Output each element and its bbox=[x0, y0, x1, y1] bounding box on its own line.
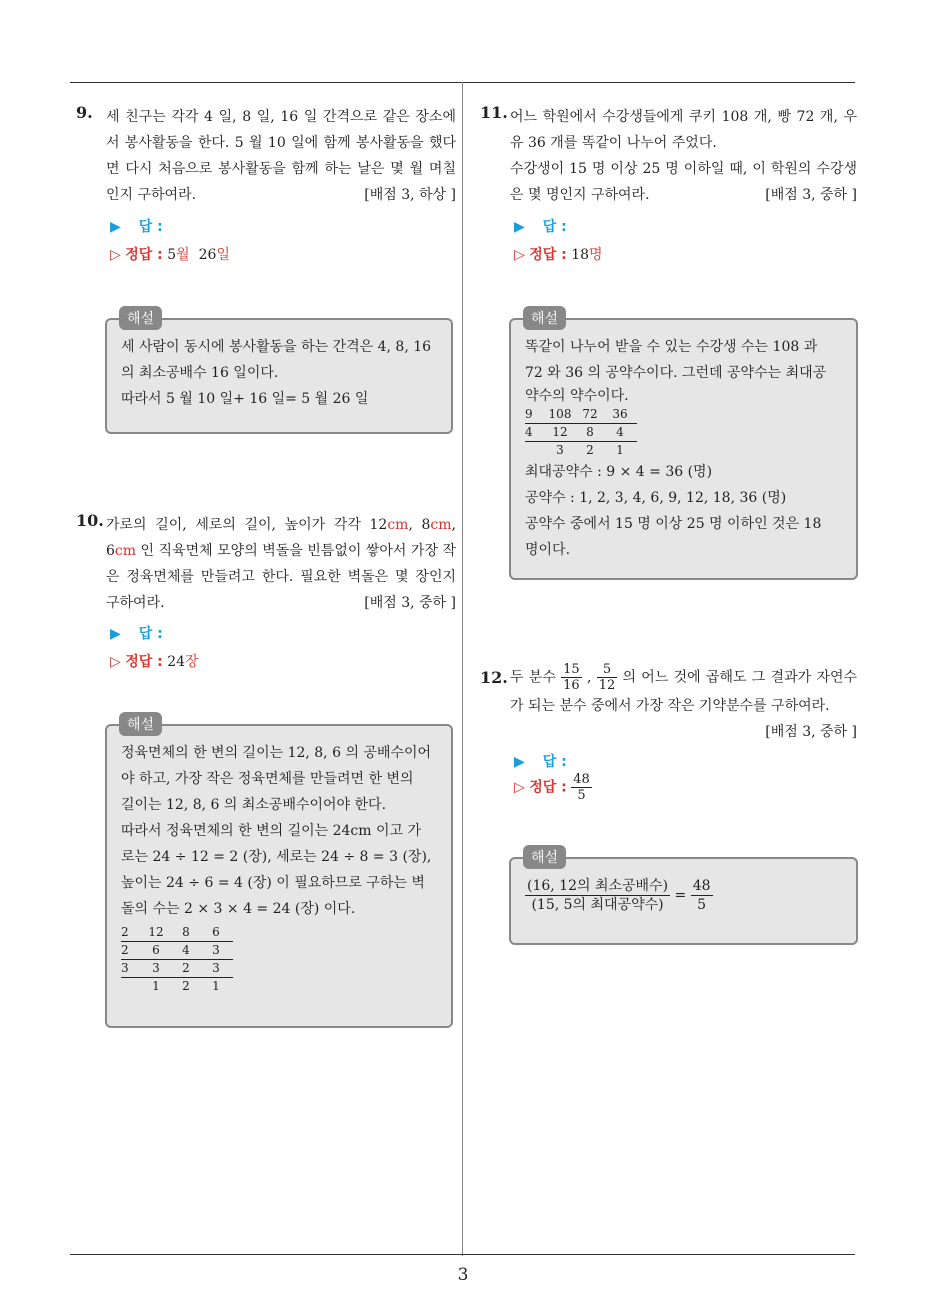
answer-label: 답 : bbox=[542, 754, 567, 770]
correct-label: 정답 : bbox=[125, 654, 163, 670]
unit-cm: cm bbox=[430, 517, 452, 533]
answer-line bbox=[110, 216, 163, 236]
question-12 bbox=[480, 662, 858, 745]
division-cell: 8 bbox=[586, 425, 594, 439]
explanation-box bbox=[105, 717, 453, 1028]
division-cell: 1 bbox=[152, 979, 160, 993]
question-text: 어느 학원에서 수강생들에게 쿠키 108 개, 빵 72 개, 우유 36 개를 똑같이 나누어 주었다. bbox=[510, 109, 857, 151]
score-label: [배점 3, 하상 ] bbox=[364, 187, 456, 203]
fraction-numerator: (16, 12의 최소공배수) bbox=[527, 878, 669, 894]
answer-unit: 월 bbox=[176, 247, 190, 263]
divisor bbox=[525, 442, 545, 459]
division-cell: 12 bbox=[552, 425, 568, 439]
question-number: 9. bbox=[76, 103, 93, 122]
division-cell: 36 bbox=[612, 407, 628, 421]
explanation-line: 세 사람이 동시에 봉사활동을 하는 간격은 4, 8, 16 bbox=[121, 339, 432, 355]
play-triangle-icon: ▶ bbox=[110, 626, 121, 642]
text-fragment: 가로의 길이, 세로의 길이, 높이가 각각 12 bbox=[106, 517, 388, 533]
answer-line bbox=[110, 623, 163, 643]
question-text: 두 분수 $\frac{15}{16}$ , $\frac{5}{12}$ 의 어느 것에 곱해도 그 결과가 자연수가 되는 분수 중에서 가장 작은 기약분수를 구하여라. bbox=[510, 662, 858, 714]
correct-answer-line bbox=[514, 772, 592, 803]
text-fragment: , 8 bbox=[408, 517, 431, 533]
divisor: 3 bbox=[121, 961, 129, 975]
explanation-line: 명이다. bbox=[525, 542, 571, 558]
explanation-box bbox=[105, 311, 453, 434]
page-number: 3 bbox=[457, 1265, 469, 1285]
explanation-line: 약수의 약수이다. bbox=[525, 388, 629, 404]
footer-rule bbox=[70, 1254, 855, 1255]
score-label: [배점 3, 중하 ] bbox=[364, 595, 456, 611]
division-cell: 2 bbox=[182, 961, 190, 975]
answer-line bbox=[514, 216, 567, 236]
explanation-fraction bbox=[525, 877, 670, 914]
division-row bbox=[121, 960, 233, 978]
division-row bbox=[121, 978, 439, 995]
division-row bbox=[525, 442, 844, 459]
explanation-line: 따라서 5 월 10 일+ 16 일= 5 월 26 일 bbox=[121, 391, 369, 407]
question-number: 11. bbox=[480, 103, 508, 122]
division-cell: 108 bbox=[548, 407, 572, 421]
play-triangle-icon: ▶ bbox=[514, 219, 525, 235]
column-divider bbox=[462, 82, 463, 1256]
explanation-line: 돌의 수는 2 × 3 × 4 = 24 (장) 이다. bbox=[121, 901, 356, 917]
division-cell: 6 bbox=[152, 943, 160, 957]
equals-sign: = bbox=[674, 887, 687, 904]
explanation-box bbox=[509, 850, 858, 945]
explanation-line: 최대공약수 : 9 × 4 = 36 (명) bbox=[525, 464, 713, 480]
fraction-denominator: 12 bbox=[598, 678, 616, 693]
division-row bbox=[525, 406, 637, 424]
fraction-denominator: (15, 5의 최대공약수) bbox=[531, 897, 664, 913]
divisor: 2 bbox=[121, 943, 129, 957]
explanation-tag: 해설 bbox=[523, 845, 566, 869]
play-triangle-icon: ▶ bbox=[514, 754, 525, 770]
division-cell: 3 bbox=[556, 443, 564, 457]
play-triangle-icon: ▶ bbox=[110, 219, 121, 235]
division-cell: 2 bbox=[586, 443, 594, 457]
division-cell: 2 bbox=[182, 979, 190, 993]
division-row bbox=[121, 924, 233, 942]
fraction-numerator: 48 bbox=[573, 772, 590, 787]
explanation-tag: 해설 bbox=[523, 306, 566, 330]
explanation-line: 똑같이 나누어 받을 수 있는 수강생 수는 108 과 bbox=[525, 339, 818, 355]
explanation-line: 의 최소공배수 16 일이다. bbox=[121, 365, 279, 381]
division-cell: 1 bbox=[616, 443, 624, 457]
outline-triangle-icon: ▷ bbox=[110, 247, 121, 263]
outline-triangle-icon: ▷ bbox=[514, 779, 525, 796]
answer-unit: 일 bbox=[216, 247, 230, 263]
answer-fraction bbox=[571, 772, 592, 803]
division-cell: 3 bbox=[152, 961, 160, 975]
division-cell: 1 bbox=[212, 979, 220, 993]
text-fragment: 의 어느 것에 곱해도 그 결과가 자연수가 되는 분수 중에서 가장 작은 기약분수를 구하여라. bbox=[510, 669, 858, 714]
outline-triangle-icon: ▷ bbox=[514, 247, 525, 263]
explanation-line: 공약수 중에서 15 명 이상 25 명 이하인 것은 18 bbox=[525, 516, 822, 532]
division-cell: 6 bbox=[212, 925, 220, 939]
explanation-line: 공약수 : 1, 2, 3, 4, 6, 9, 12, 18, 36 (명) bbox=[525, 490, 787, 506]
explanation-tag: 해설 bbox=[119, 306, 162, 330]
division-cell: 72 bbox=[582, 407, 598, 421]
division-cell: 12 bbox=[148, 925, 164, 939]
fraction bbox=[561, 662, 582, 693]
question-text: 수강생이 15 명 이상 25 명 이하일 때, 이 학원의 수강생은 몇 명인지 구하여라. bbox=[510, 161, 857, 203]
correct-label: 정답 : bbox=[125, 247, 163, 263]
divisor: 9 bbox=[525, 407, 533, 421]
fraction-denominator: 5 bbox=[697, 897, 707, 913]
fraction-numerator: 5 bbox=[597, 662, 618, 678]
answer-value: 26 bbox=[198, 247, 217, 263]
answer-value: 24 bbox=[167, 654, 186, 670]
answer-label: 답 : bbox=[138, 219, 163, 235]
division-table bbox=[525, 406, 844, 459]
division-cell: 4 bbox=[616, 425, 624, 439]
text-fragment: 두 분수 bbox=[510, 669, 556, 686]
correct-label: 정답 : bbox=[529, 247, 567, 263]
outline-triangle-icon: ▷ bbox=[110, 654, 121, 670]
explanation-line: 따라서 정육면체의 한 변의 길이는 24cm 이고 가 bbox=[121, 823, 421, 839]
division-cell: 3 bbox=[212, 943, 220, 957]
answer-label: 답 : bbox=[542, 219, 567, 235]
fraction-denominator: 5 bbox=[577, 788, 586, 803]
answer-label: 답 : bbox=[138, 626, 163, 642]
score-label: [배점 3, 중하 ] bbox=[765, 724, 857, 740]
division-row bbox=[525, 424, 637, 442]
division-table bbox=[121, 924, 439, 995]
explanation-line: 정육면체의 한 변의 길이는 12, 8, 6 의 공배수이어 bbox=[121, 745, 432, 761]
divisor bbox=[121, 978, 141, 995]
explanation-tag: 해설 bbox=[119, 712, 162, 736]
question-10 bbox=[76, 511, 456, 616]
fraction-numerator: 48 bbox=[692, 878, 711, 894]
explanation-line: 72 와 36 의 공약수이다. 그런데 공약수는 최대공 bbox=[525, 365, 827, 381]
question-11 bbox=[480, 103, 857, 208]
explanation-line: 높이는 24 ÷ 6 = 4 (장) 이 필요하므로 구하는 벽 bbox=[121, 875, 425, 891]
unit-cm: cm bbox=[387, 517, 409, 533]
question-text: 세 친구는 각각 4 일, 8 일, 16 일 간격으로 같은 장소에서 봉사활동을 한다. 5 월 10 일에 함께 봉사활동을 했다면 다시 처음으로 봉사활동을 함께 하는 날은 몇 월 며칠인지 구하여라. bbox=[106, 109, 456, 203]
question-9 bbox=[76, 103, 456, 208]
unit-cm: cm bbox=[114, 543, 137, 559]
fraction-denominator: 16 bbox=[563, 678, 580, 693]
division-cell: 3 bbox=[212, 961, 220, 975]
text-fragment: , bbox=[451, 517, 456, 533]
text-fragment: 6 bbox=[106, 543, 115, 559]
answer-value: 5 bbox=[167, 247, 177, 263]
explanation-box bbox=[509, 311, 858, 580]
question-number: 12. bbox=[480, 668, 508, 687]
explanation-line: 야 하고, 가장 작은 정육면체를 만들려면 한 변의 bbox=[121, 771, 414, 787]
text-fragment: 인 직육면체 모양의 벽돌을 빈틈없이 쌓아서 가장 작은 정육면체를 만들려고 한다. 필요한 벽돌은 몇 장인지 구하여라. bbox=[106, 543, 456, 611]
correct-answer-line bbox=[110, 244, 230, 264]
explanation-line: 길이는 12, 8, 6 의 최소공배수이어야 한다. bbox=[121, 797, 387, 813]
division-cell: 8 bbox=[182, 925, 190, 939]
answer-line bbox=[514, 751, 567, 771]
fraction-numerator: 15 bbox=[563, 662, 580, 677]
correct-label: 정답 : bbox=[529, 779, 567, 796]
divisor: 2 bbox=[121, 925, 129, 939]
fraction bbox=[597, 662, 618, 693]
division-row bbox=[121, 942, 233, 960]
answer-unit: 명 bbox=[589, 247, 603, 263]
division-cell: 4 bbox=[182, 943, 190, 957]
answer-unit: 장 bbox=[185, 654, 199, 670]
score-label: [배점 3, 중하 ] bbox=[765, 187, 857, 203]
correct-answer-line bbox=[110, 651, 199, 671]
question-number: 10. bbox=[76, 511, 104, 530]
result-fraction bbox=[691, 877, 713, 914]
divisor: 4 bbox=[525, 425, 533, 439]
correct-answer-line bbox=[514, 244, 603, 264]
explanation-line: 로는 24 ÷ 12 = 2 (장), 세로는 24 ÷ 8 = 3 (장), bbox=[121, 849, 432, 865]
answer-value: 18 bbox=[571, 247, 590, 263]
